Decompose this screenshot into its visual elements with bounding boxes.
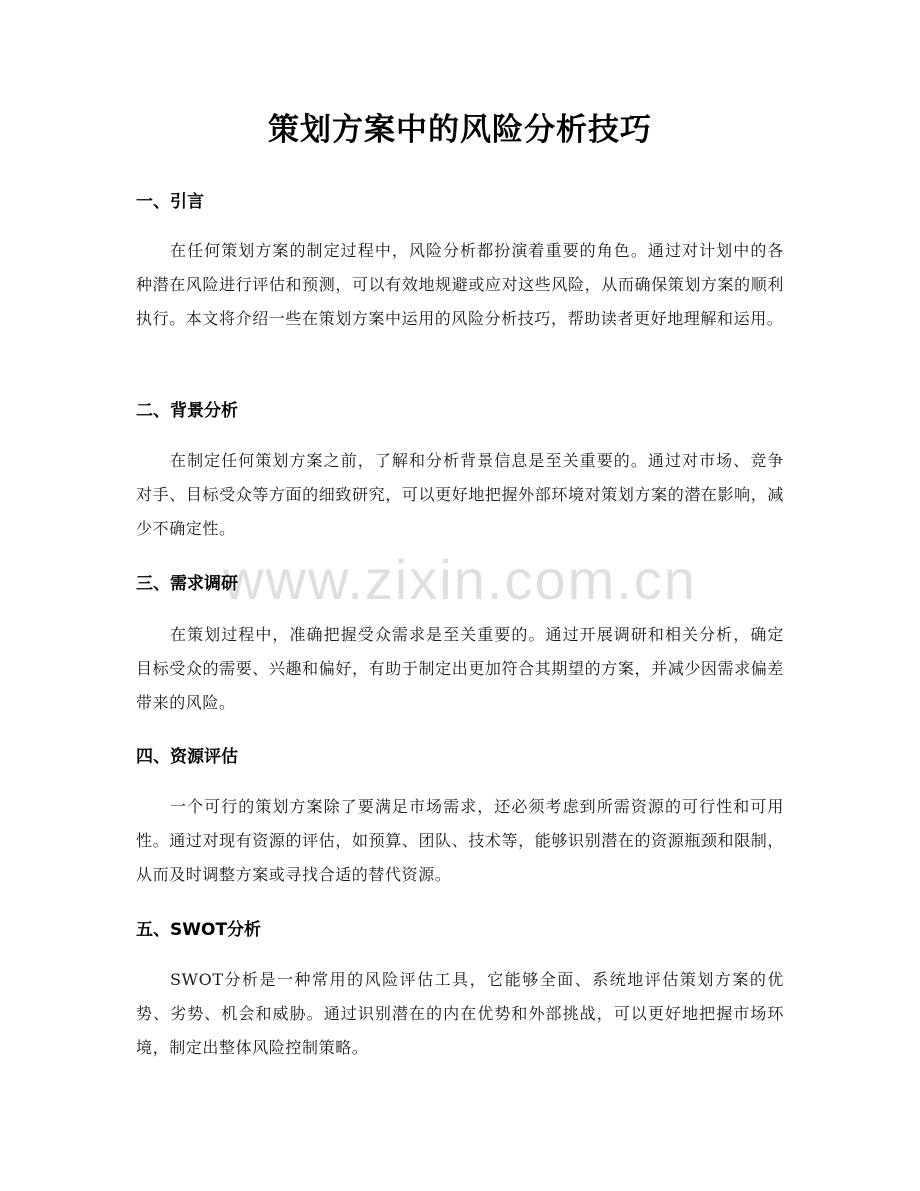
section-heading-swot: 五、SWOT分析 (136, 920, 262, 940)
section-heading-introduction: 一、引言 (136, 192, 204, 212)
watermark: www.zixin.com.cn (223, 548, 697, 611)
section-body-research: 在策划过程中，准确把握受众需求是至关重要的。通过开展调研和相关分析，确定目标受众的需要、兴趣和偏好，有助于制定出更加符合其期望的方案，并减少因需求偏差带来的风险。 (136, 625, 784, 712)
section-body-background: 在制定任何策划方案之前，了解和分析背景信息是至关重要的。通过对市场、竞争对手、目标受众等方面的细致研究，可以更好地把握外部环境对策划方案的潜在影响，减少不确定性。 (136, 451, 784, 538)
section-heading-background: 二、背景分析 (136, 401, 238, 421)
section-heading-resources: 四、资源评估 (136, 747, 238, 767)
section-heading-research: 三、需求调研 (136, 574, 238, 594)
section-body-swot: SWOT分析是一种常用的风险评估工具，它能够全面、系统地评估策划方案的优势、劣势、机会和威胁。通过识别潜在的内在优势和外部挑战，可以更好地把握市场环境，制定出整体风险控制策略。 (136, 970, 784, 1057)
section-body-introduction: 在任何策划方案的制定过程中，风险分析都扮演着重要的角色。通过对计划中的各种潜在风险进行评估和预测，可以有效地规避或应对这些风险，从而确保策划方案的顺利执行。本文将介绍一些在策划方案中运用的风险分析技巧，帮助读者更好地理解和运用。 (136, 241, 784, 328)
page-title: 策划方案中的风险分析技巧 (268, 112, 652, 148)
section-body-resources: 一个可行的策划方案除了要满足市场需求，还必须考虑到所需资源的可行性和可用性。通过对现有资源的评估，如预算、团队、技术等，能够识别潜在的资源瓶颈和限制，从而及时调整方案或寻找合适的替代资源。 (136, 797, 784, 884)
